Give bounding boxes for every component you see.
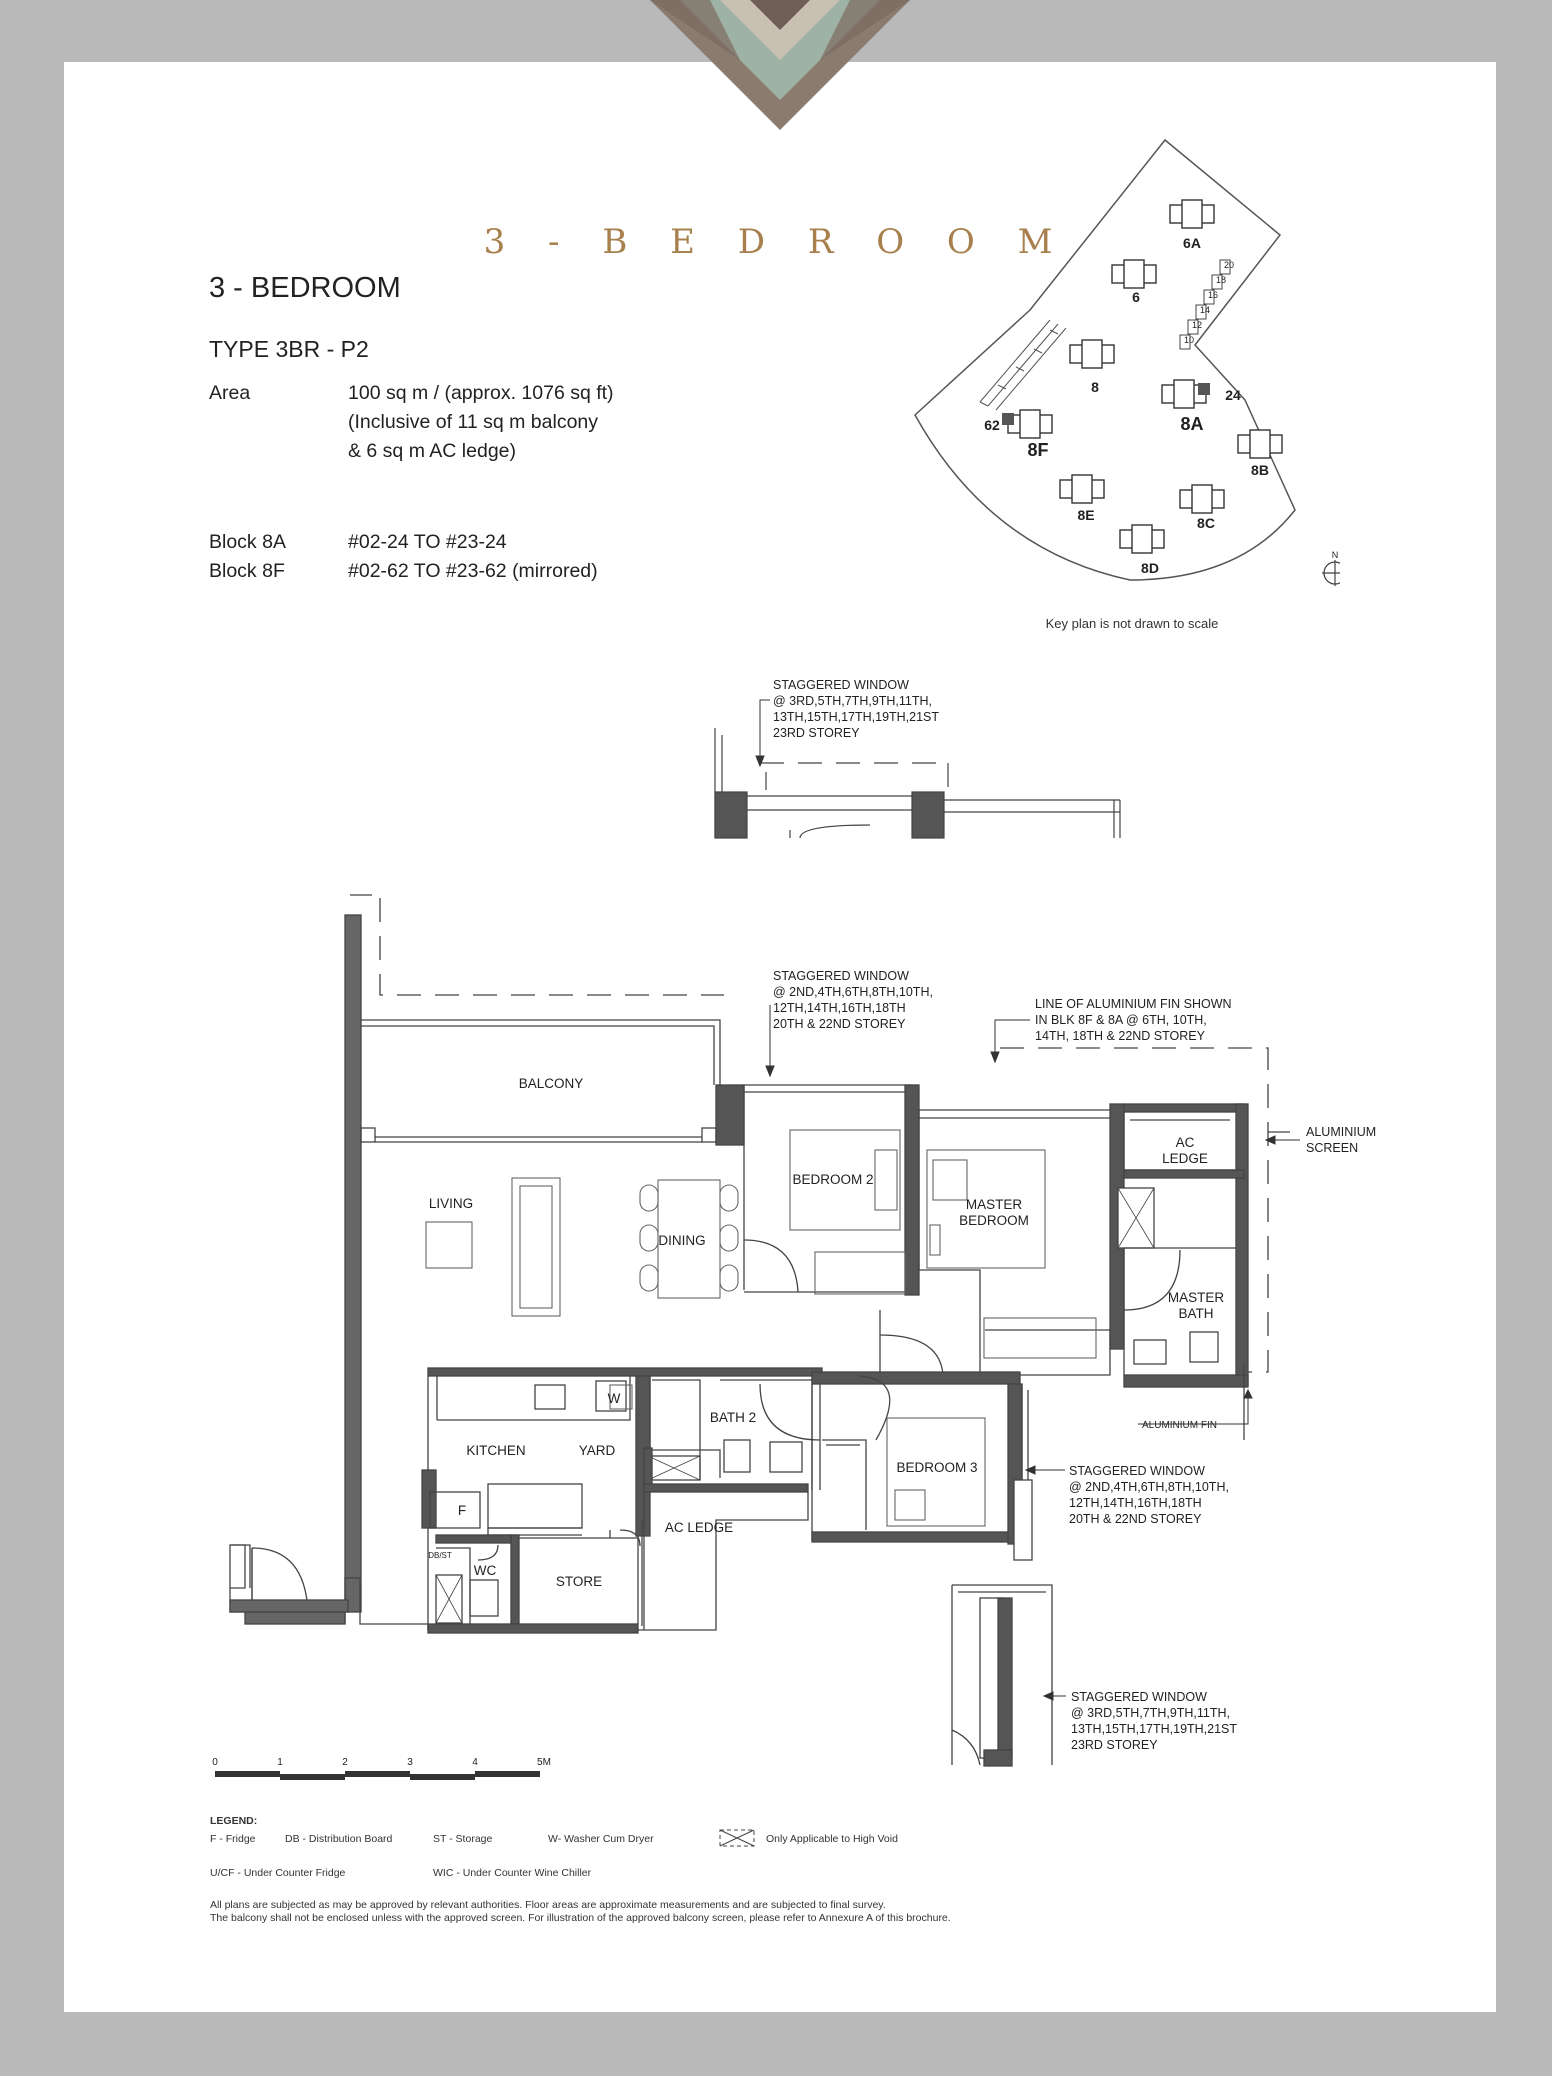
block-6-label: 6 xyxy=(1132,289,1140,305)
fridge-label: F xyxy=(457,1503,467,1518)
block-units-value: #02-24 TO #23-24 xyxy=(348,531,507,553)
room-ac-ledge: AC LEDGE xyxy=(664,1520,734,1535)
block-units-value: #02-62 TO #23-62 (mirrored) xyxy=(348,560,598,582)
note-staggered-bottom: 23RD STOREY xyxy=(1071,1738,1158,1752)
block-8-label: 8 xyxy=(1091,379,1099,395)
block-8e-label: 8E xyxy=(1077,507,1095,523)
note-staggered-mid: 20TH & 22ND STOREY xyxy=(773,1017,906,1031)
note-staggered-top: @ 3RD,5TH,7TH,9TH,11TH, xyxy=(773,694,933,708)
note-aluminium-fin: ALUMINIUM FIN xyxy=(1142,1420,1217,1431)
legend-item: U/CF - Under Counter Fridge xyxy=(210,1867,346,1879)
note-staggered-right: 20TH & 22ND STOREY xyxy=(1069,1512,1202,1526)
block-8f-label: 8F xyxy=(1027,440,1049,460)
room-master-bath: MASTER xyxy=(1167,1290,1225,1305)
room-master-bedroom: BEDROOM xyxy=(959,1213,1029,1228)
room-ac-ledge-top: LEDGE xyxy=(1162,1151,1208,1166)
disclaimer-line: The balcony shall not be enclosed unless with the approved screen. For illustration of the approved balcony screen, please refer to Annexure A of this brochure. xyxy=(210,1912,951,1924)
terrace-number: 12 xyxy=(1191,320,1202,330)
area-line: 100 sq m / (approx. 1076 sq ft) xyxy=(348,382,614,404)
room-master-bedroom: MASTER xyxy=(965,1197,1023,1212)
block-label: Block 8A xyxy=(209,531,286,553)
note-staggered-right: 12TH,14TH,16TH,18TH xyxy=(1069,1496,1202,1510)
room-master-bath: BATH xyxy=(1178,1306,1214,1321)
washer-label: W xyxy=(607,1391,621,1406)
note-fin-line: 14TH, 18TH & 22ND STOREY xyxy=(1035,1029,1205,1043)
note-aluminium-screen: SCREEN xyxy=(1306,1141,1359,1155)
db-st-label: DB/ST xyxy=(428,1551,452,1560)
scale-label: 1 xyxy=(277,1757,283,1768)
note-staggered-bottom: 13TH,15TH,17TH,19TH,21ST xyxy=(1071,1722,1238,1736)
terrace-number: 18 xyxy=(1215,275,1226,285)
block-8d-label: 8D xyxy=(1141,560,1159,576)
room-store: STORE xyxy=(555,1574,603,1589)
terrace-number: 16 xyxy=(1207,290,1218,300)
disclaimer-line: All plans are subjected as may be approved by relevant authorities. Floor areas are approximate measurements and are subjected to final survey. xyxy=(210,1899,886,1911)
terrace-number: 14 xyxy=(1199,305,1210,315)
note-staggered-right: STAGGERED WINDOW xyxy=(1069,1464,1205,1478)
block-label: Block 8F xyxy=(209,560,285,582)
block-8c-label: 8C xyxy=(1197,515,1215,531)
room-bedroom2: BEDROOM 2 xyxy=(792,1172,874,1187)
room-living: LIVING xyxy=(428,1196,474,1211)
note-staggered-top: STAGGERED WINDOW xyxy=(773,678,909,692)
unit-type: TYPE 3BR - P2 xyxy=(209,336,369,362)
area-label: Area xyxy=(209,382,251,404)
legend-heading: LEGEND: xyxy=(210,1815,258,1827)
note-staggered-mid: 12TH,14TH,16TH,18TH xyxy=(773,1001,906,1015)
note-aluminium-screen: ALUMINIUM xyxy=(1306,1125,1377,1139)
note-staggered-mid: STAGGERED WINDOW xyxy=(773,969,909,983)
room-bath2: BATH 2 xyxy=(709,1410,757,1425)
block-8a-label: 8A xyxy=(1180,414,1204,434)
scale-label: 5M xyxy=(537,1757,551,1768)
note-staggered-right: @ 2ND,4TH,6TH,8TH,10TH, xyxy=(1069,1480,1229,1494)
terrace-number: 10 xyxy=(1183,335,1194,345)
block-8b-label: 8B xyxy=(1251,462,1269,478)
note-staggered-bottom: @ 3RD,5TH,7TH,9TH,11TH, xyxy=(1071,1706,1231,1720)
legend-item: DB - Distribution Board xyxy=(285,1833,393,1845)
note-staggered-top: 23RD STOREY xyxy=(773,726,860,740)
high-void-icon xyxy=(720,1830,754,1846)
area-line: & 6 sq m AC ledge) xyxy=(348,440,516,462)
section-band-title: 3 - B E D R O O M xyxy=(483,222,1069,262)
scale-bar xyxy=(212,1757,551,1780)
note-fin-line: LINE OF ALUMINIUM FIN SHOWN xyxy=(1035,997,1232,1011)
legend-item: W- Washer Cum Dryer xyxy=(548,1833,654,1845)
note-staggered-top: 13TH,15TH,17TH,19TH,21ST xyxy=(773,710,940,724)
legend-item: WIC - Under Counter Wine Chiller xyxy=(433,1867,592,1879)
room-kitchen: KITCHEN xyxy=(466,1443,526,1458)
legend-item: ST - Storage xyxy=(433,1833,493,1845)
unit-62-label: 62 xyxy=(984,417,1000,433)
room-bedroom3: BEDROOM 3 xyxy=(896,1460,978,1475)
legend-item: Only Applicable to High Void xyxy=(766,1833,898,1845)
room-yard: YARD xyxy=(578,1443,616,1458)
room-ac-ledge-top: AC xyxy=(1175,1135,1195,1150)
room-balcony: BALCONY xyxy=(518,1076,584,1091)
note-staggered-bottom: STAGGERED WINDOW xyxy=(1071,1690,1207,1704)
unit-24-label: 24 xyxy=(1225,387,1241,403)
room-dining: DINING xyxy=(658,1233,706,1248)
area-line: (Inclusive of 11 sq m balcony xyxy=(348,411,599,433)
page-title: 3 - BEDROOM xyxy=(209,272,401,304)
room-wc: WC xyxy=(473,1563,497,1578)
scale-label: 0 xyxy=(212,1757,218,1768)
note-fin-line: IN BLK 8F & 8A @ 6TH, 10TH, xyxy=(1035,1013,1207,1027)
legend-item: F - Fridge xyxy=(210,1833,256,1845)
scale-label: 4 xyxy=(472,1757,478,1768)
keyplan-caption: Key plan is not drawn to scale xyxy=(1045,616,1219,631)
north-label: N xyxy=(1331,550,1339,560)
terrace-number: 20 xyxy=(1223,260,1234,270)
note-staggered-mid: @ 2ND,4TH,6TH,8TH,10TH, xyxy=(773,985,933,999)
block-6a-label: 6A xyxy=(1183,235,1201,251)
scale-label: 2 xyxy=(342,1757,348,1768)
scale-label: 3 xyxy=(407,1757,413,1768)
